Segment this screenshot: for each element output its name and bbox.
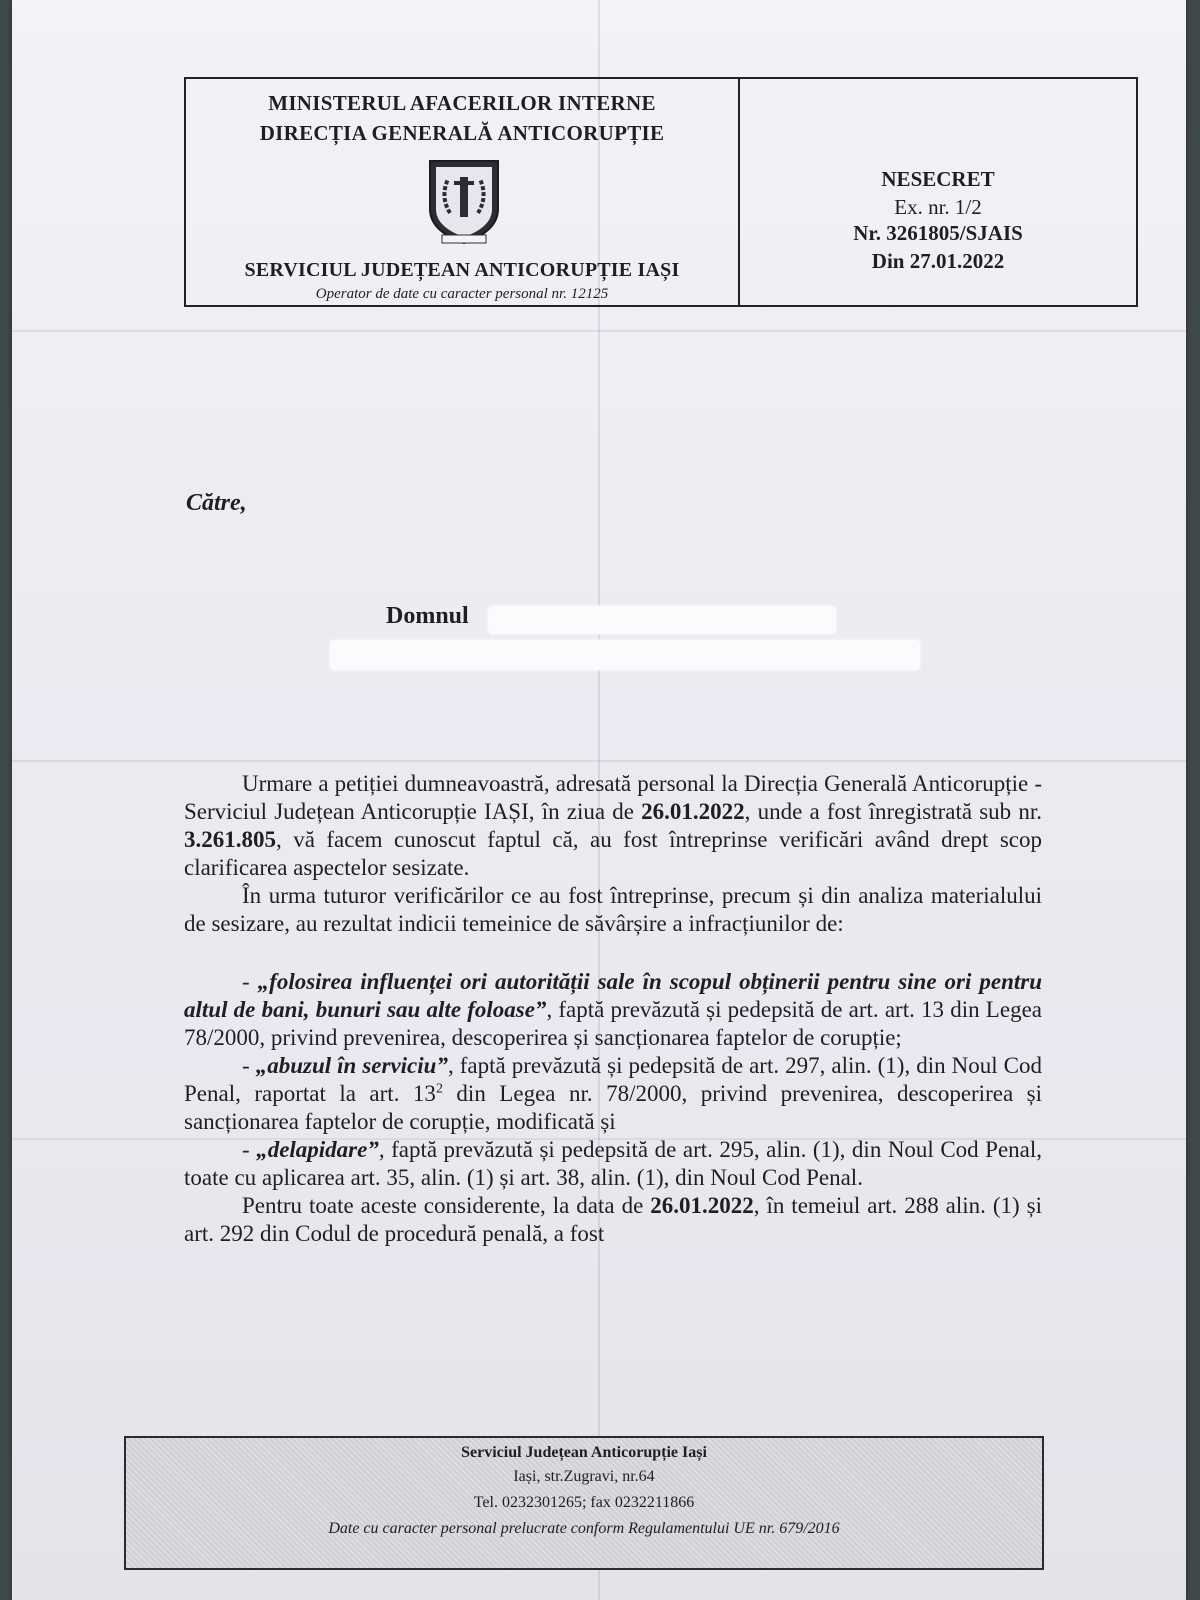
decision-date: 26.01.2022 <box>650 1193 754 1218</box>
ministry-crest-icon <box>426 157 502 249</box>
redacted-address <box>330 640 920 670</box>
footer-service-name: Serviciul Județean Anticorupție Iași <box>461 1444 707 1461</box>
paragraph: Pentru toate aceste considerente, la data de 26.01.2022, în temeiul art. 288 alin. (1) și art. 292 din Codul de procedură penală, a fost <box>184 1193 1042 1246</box>
directorate-name: DIRECȚIA GENERALĂ ANTICORUPȚIE <box>259 121 665 145</box>
footer-gdpr-note: Date cu caracter personal prelucrate conform Regulamentului UE nr. 679/2016 <box>328 1520 840 1537</box>
footer-phone: Tel. 0232301265; fax 0232211866 <box>473 1494 695 1511</box>
letterhead-issuer <box>186 79 740 305</box>
ministry-name: MINISTERUL AFACERILOR INTERNE <box>268 91 656 115</box>
recipient-title: Domnul <box>386 603 469 629</box>
paragraph: Urmare a petiției dumneavoastră, adresată personal la Direcția Generală Anticorupție - Serviciul Județean Anticorupție IAȘI, în ziua de 26.01.2022, unde a fost înregistrată sub nr. 3.261.805, vă facem cunoscut faptul că, au fost întreprinse verificări având drept scop clarificarea aspectelor sesizate. <box>184 771 1043 880</box>
footer-address: Iași, str.Zugravi, nr.64 <box>513 1468 655 1485</box>
registration-number: Nr. 3261805/SJAIS <box>853 221 1023 245</box>
petition-number: 3.261.805 <box>184 827 276 852</box>
offense-item: - „abuzul în serviciu”, faptă prevăzută și pedepsită de art. 297, alin. (1), din Noul Cod Penal, raportat la art. $13^2$ din Legea nr. 78/2000, privind prevenirea, descoperirea și sancționarea faptelor de corupție, modificată și <box>184 1053 1042 1134</box>
fold-line <box>12 760 1186 762</box>
offense-item: - „folosirea influenței ori autorității sale în scopul obținerii pentru sine ori pentru altul de bani, bunuri sau alte foloase”, faptă prevăzută și pedepsită de art. art. 13 din Legea 78/2000, privind prevenirea, descoperirea și sancționarea faptelor de corupție; <box>184 969 1042 1050</box>
letterhead <box>184 77 1138 307</box>
redacted-name <box>488 606 836 634</box>
footer-contact <box>124 1436 1044 1570</box>
offense-item: - „delapidare”, faptă prevăzută și pedepsită de art. 295, alin. (1), din Noul Cod Penal, toate cu aplicarea art. 35, alin. (1) și art. 38, alin. (1), din Noul Cod Penal. <box>184 1137 1043 1190</box>
petition-date: 26.01.2022 <box>641 799 745 824</box>
paragraph: În urma tuturor verificărilor ce au fost întreprinse, precum și din analiza materialului de sesizare, au rezultat indicii temeinice de săvârșire a infracțiunilor de: <box>184 883 1042 936</box>
document-registration <box>740 79 1136 305</box>
classification-label: NESECRET <box>881 167 995 191</box>
data-operator-note: Operator de date cu caracter personal nr. 12125 <box>315 286 609 302</box>
document-date: Din 27.01.2022 <box>871 249 1005 273</box>
copy-number: Ex. nr. 1/2 <box>894 195 982 219</box>
letter-body <box>184 770 1042 1248</box>
salutation: Către, <box>186 490 247 516</box>
service-name: SERVICIUL JUDEȚEAN ANTICORUPȚIE IAȘI <box>244 259 680 281</box>
fold-line <box>12 330 1186 332</box>
